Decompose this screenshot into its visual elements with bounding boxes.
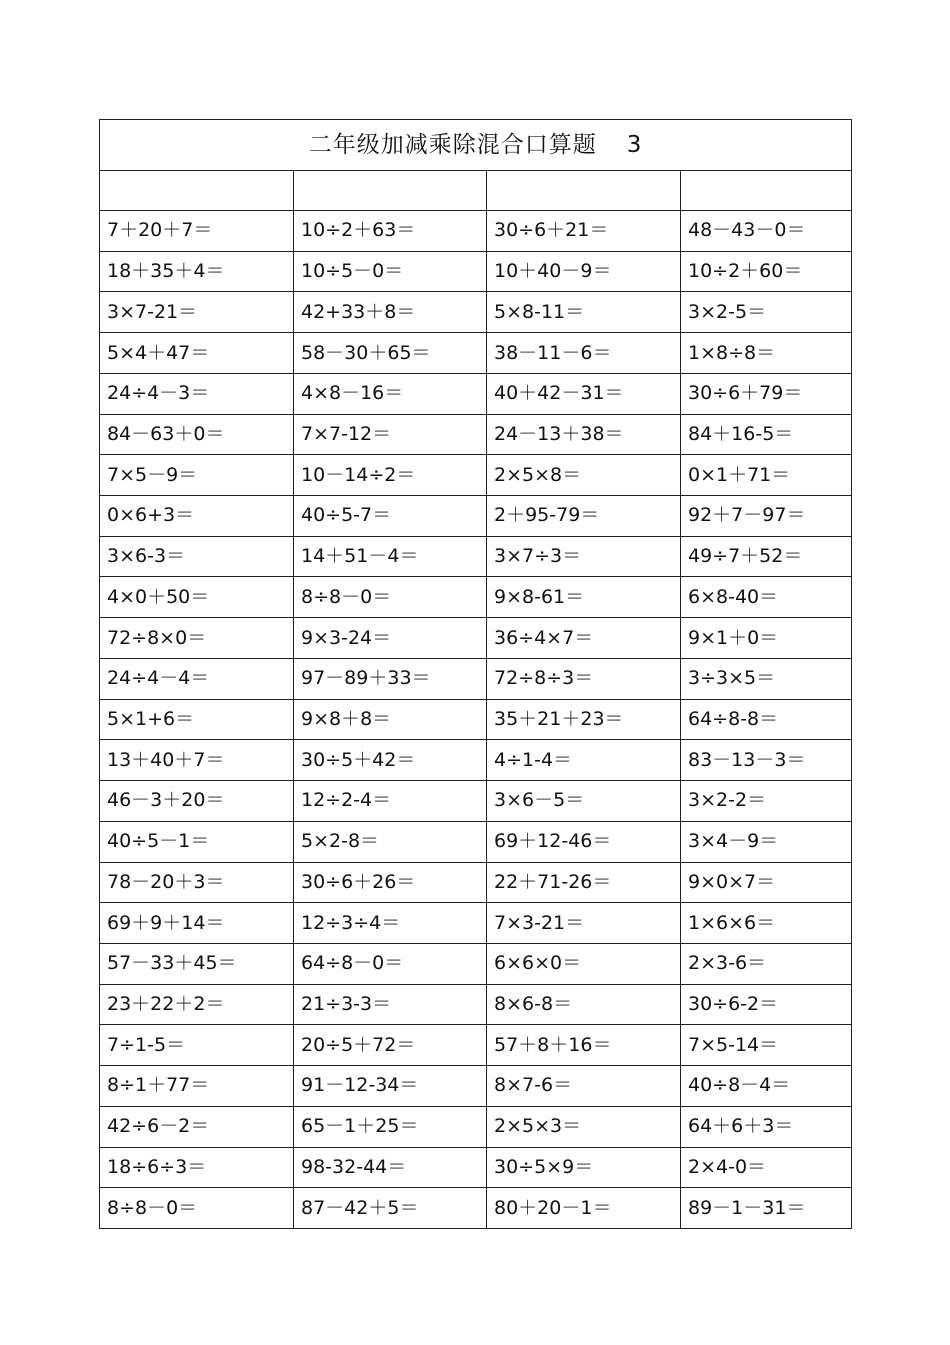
problem-cell: 4÷1-4＝ [487, 740, 681, 781]
problem-cell: 8×6-8＝ [487, 984, 681, 1025]
problem-cell: 8÷8－0＝ [294, 577, 487, 618]
worksheet-title [100, 120, 852, 171]
problem-cell: 0×6+3＝ [100, 496, 294, 537]
problem-cell: 3×7÷3＝ [487, 536, 681, 577]
problem-cell: 3×7-21＝ [100, 292, 294, 333]
problem-cell: 0×1＋71＝ [681, 455, 852, 496]
problem-cell: 5×4＋47＝ [100, 333, 294, 374]
problem-cell: 9×3-24＝ [294, 618, 487, 659]
problem-cell: 3×6-3＝ [100, 536, 294, 577]
problem-row [100, 496, 852, 537]
problem-cell: 5×1+6＝ [100, 699, 294, 740]
problem-cell: 9×0×7＝ [681, 862, 852, 903]
problem-cell: 7×7-12＝ [294, 414, 487, 455]
problem-cell: 89－1－31＝ [681, 1188, 852, 1229]
problem-row [100, 984, 852, 1025]
problem-cell: 46－3＋20＝ [100, 781, 294, 822]
problem-cell: 72÷8×0＝ [100, 618, 294, 659]
problem-cell: 69＋9＋14＝ [100, 903, 294, 944]
worksheet-title-text: 二年级加减乘除混合口算题 [308, 131, 597, 158]
arithmetic-worksheet-table [99, 119, 852, 1229]
problem-cell: 9×8＋8＝ [294, 699, 487, 740]
problem-row [100, 862, 852, 903]
problem-row [100, 211, 852, 252]
problem-cell: 7＋20＋7＝ [100, 211, 294, 252]
problem-cell: 22＋71-26＝ [487, 862, 681, 903]
problem-cell: 57－33＋45＝ [100, 943, 294, 984]
problem-cell: 30÷6＋79＝ [681, 373, 852, 414]
problem-cell: 24÷4－4＝ [100, 658, 294, 699]
problem-cell: 91－12-34＝ [294, 1066, 487, 1107]
problem-cell: 5×8-11＝ [487, 292, 681, 333]
problem-row [100, 1188, 852, 1229]
problem-row [100, 292, 852, 333]
problem-cell: 7×5－9＝ [100, 455, 294, 496]
problem-row [100, 658, 852, 699]
problem-cell: 30÷6＋26＝ [294, 862, 487, 903]
problem-cell: 30÷5×9＝ [487, 1147, 681, 1188]
problem-cell: 78－20＋3＝ [100, 862, 294, 903]
problem-cell: 7×3-21＝ [487, 903, 681, 944]
problem-cell: 1×6×6＝ [681, 903, 852, 944]
problem-cell: 10＋40－9＝ [487, 251, 681, 292]
blank-cell [294, 171, 487, 211]
problem-row [100, 1025, 852, 1066]
title-row [100, 120, 852, 171]
problem-row [100, 740, 852, 781]
problem-cell: 72÷8÷3＝ [487, 658, 681, 699]
problem-cell: 87－42＋5＝ [294, 1188, 487, 1229]
problem-cell: 7×5-14＝ [681, 1025, 852, 1066]
blank-row [100, 171, 852, 211]
problem-cell: 24÷4－3＝ [100, 373, 294, 414]
problem-cell: 36÷4×7＝ [487, 618, 681, 659]
problem-cell: 40÷5－1＝ [100, 821, 294, 862]
problem-cell: 64÷8－0＝ [294, 943, 487, 984]
worksheet-number: 3 [626, 131, 643, 158]
problem-cell: 3×2-2＝ [681, 781, 852, 822]
problem-cell: 3÷3×5＝ [681, 658, 852, 699]
problem-cell: 18＋35＋4＝ [100, 251, 294, 292]
problem-row [100, 251, 852, 292]
problem-cell: 2＋95-79＝ [487, 496, 681, 537]
problem-cell: 65－1＋25＝ [294, 1106, 487, 1147]
problem-cell: 97－89＋33＝ [294, 658, 487, 699]
problem-cell: 24－13＋38＝ [487, 414, 681, 455]
problem-row [100, 1066, 852, 1107]
problem-cell: 83－13－3＝ [681, 740, 852, 781]
problem-cell: 40÷5-7＝ [294, 496, 487, 537]
problem-row [100, 373, 852, 414]
problem-cell: 92＋7－97＝ [681, 496, 852, 537]
problem-cell: 14＋51－4＝ [294, 536, 487, 577]
problem-cell: 49÷7＋52＝ [681, 536, 852, 577]
problem-row [100, 1106, 852, 1147]
problem-cell: 30÷5＋42＝ [294, 740, 487, 781]
problem-cell: 2×5×3＝ [487, 1106, 681, 1147]
problem-row [100, 455, 852, 496]
problem-cell: 4×8－16＝ [294, 373, 487, 414]
problem-cell: 64＋6＋3＝ [681, 1106, 852, 1147]
problem-cell: 10÷5－0＝ [294, 251, 487, 292]
problem-cell: 35＋21＋23＝ [487, 699, 681, 740]
problem-row [100, 536, 852, 577]
problem-row [100, 821, 852, 862]
problem-cell: 18÷6÷3＝ [100, 1147, 294, 1188]
problem-cell: 84－63＋0＝ [100, 414, 294, 455]
problem-cell: 1×8÷8＝ [681, 333, 852, 374]
problem-cell: 6×6×0＝ [487, 943, 681, 984]
problem-cell: 10－14÷2＝ [294, 455, 487, 496]
problem-cell: 84＋16-5＝ [681, 414, 852, 455]
problem-cell: 30÷6-2＝ [681, 984, 852, 1025]
problem-cell: 80＋20－1＝ [487, 1188, 681, 1229]
problem-row [100, 781, 852, 822]
problem-cell: 8×7-6＝ [487, 1066, 681, 1107]
problem-row [100, 943, 852, 984]
problem-cell: 8÷8－0＝ [100, 1188, 294, 1229]
worksheet-body [100, 120, 852, 1229]
problem-cell: 2×3-6＝ [681, 943, 852, 984]
problem-cell: 98-32-44＝ [294, 1147, 487, 1188]
problem-cell: 2×4-0＝ [681, 1147, 852, 1188]
problem-cell: 48－43－0＝ [681, 211, 852, 252]
blank-cell [681, 171, 852, 211]
problem-cell: 23＋22＋2＝ [100, 984, 294, 1025]
problem-cell: 42+33＋8＝ [294, 292, 487, 333]
problem-cell: 12÷2-4＝ [294, 781, 487, 822]
problem-cell: 30÷6＋21＝ [487, 211, 681, 252]
problem-cell: 69＋12-46＝ [487, 821, 681, 862]
problem-cell: 8÷1＋77＝ [100, 1066, 294, 1107]
problem-cell: 9×1＋0＝ [681, 618, 852, 659]
problem-cell: 38－11－6＝ [487, 333, 681, 374]
problem-row [100, 577, 852, 618]
problem-cell: 3×2-5＝ [681, 292, 852, 333]
problem-cell: 13＋40＋7＝ [100, 740, 294, 781]
problem-cell: 42÷6－2＝ [100, 1106, 294, 1147]
problem-cell: 10÷2＋60＝ [681, 251, 852, 292]
problem-row [100, 618, 852, 659]
problem-row [100, 699, 852, 740]
problem-row [100, 1147, 852, 1188]
problem-cell: 3×6－5＝ [487, 781, 681, 822]
problem-row [100, 903, 852, 944]
problem-row [100, 414, 852, 455]
problem-cell: 3×4－9＝ [681, 821, 852, 862]
problem-cell: 7÷1-5＝ [100, 1025, 294, 1066]
blank-cell [100, 171, 294, 211]
problem-cell: 10÷2＋63＝ [294, 211, 487, 252]
problem-cell: 6×8-40＝ [681, 577, 852, 618]
problem-cell: 40÷8－4＝ [681, 1066, 852, 1107]
problem-row [100, 333, 852, 374]
problem-cell: 5×2-8＝ [294, 821, 487, 862]
problem-cell: 21÷3-3＝ [294, 984, 487, 1025]
blank-cell [487, 171, 681, 211]
problem-cell: 58－30＋65＝ [294, 333, 487, 374]
problem-cell: 9×8-61＝ [487, 577, 681, 618]
problem-cell: 20÷5＋72＝ [294, 1025, 487, 1066]
problem-cell: 57＋8＋16＝ [487, 1025, 681, 1066]
problem-cell: 12÷3÷4＝ [294, 903, 487, 944]
problem-cell: 40＋42－31＝ [487, 373, 681, 414]
problem-cell: 2×5×8＝ [487, 455, 681, 496]
problem-cell: 64÷8-8＝ [681, 699, 852, 740]
problem-cell: 4×0＋50＝ [100, 577, 294, 618]
